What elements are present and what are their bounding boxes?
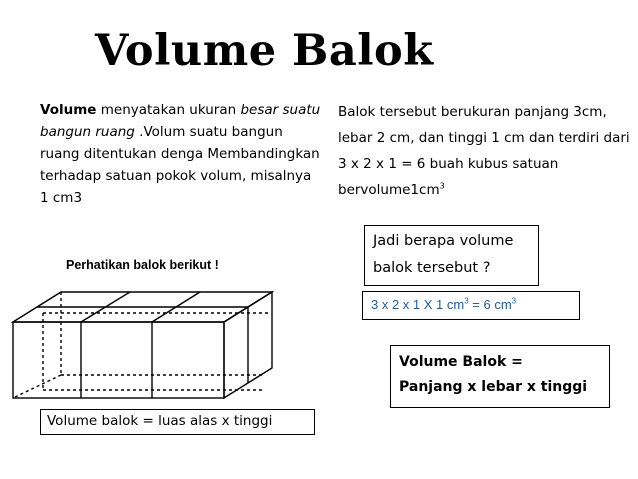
calculation-box [362, 291, 580, 320]
formula-line-1: Volume Balok = [399, 354, 523, 370]
calc-part-1: 3 x 2 x 1 X 1 cm [371, 297, 465, 312]
question-line-2: balok tersebut ? [373, 260, 491, 276]
question-line-1: Jadi berapa volume [373, 233, 514, 249]
formula-box [390, 345, 610, 408]
figure-caption: Perhatikan balok berikut ! [66, 258, 219, 272]
cuboid-diagram [0, 278, 290, 408]
volume-term: Volume [40, 102, 97, 118]
cube-superscript: 3 [439, 181, 445, 191]
calc-sup-1: 3 [464, 296, 469, 306]
calc-sup-2: 3 [511, 296, 517, 306]
definition-text-2: .Volum suatu bangun ruang ditentukan denga Membandingkan terhadap satuan pokok volum, misalnya 1 cm3 [40, 124, 320, 206]
calc-part-2: = 6 cm [468, 297, 512, 312]
balok-description [338, 99, 634, 203]
area-formula-box: Volume balok = luas alas x tinggi [40, 409, 315, 435]
definition-paragraph [40, 99, 322, 209]
front-face [13, 322, 224, 398]
hidden-edges [13, 292, 268, 398]
definition-text-1: menyatakan ukuran [96, 102, 241, 118]
definition-italic-text: besar suatu bangun ruang [40, 102, 321, 140]
question-box [364, 225, 539, 286]
balok-description-text: Balok tersebut berukuran panjang 3cm, lebar 2 cm, dan tinggi 1 cm dan terdiri dari 3 x 2 x 1 = 6 buah kubus satuan bervolume1cm [338, 104, 630, 198]
formula-line-2: Panjang x lebar x tinggi [399, 379, 588, 395]
page-title: Volume Balok [95, 26, 434, 76]
